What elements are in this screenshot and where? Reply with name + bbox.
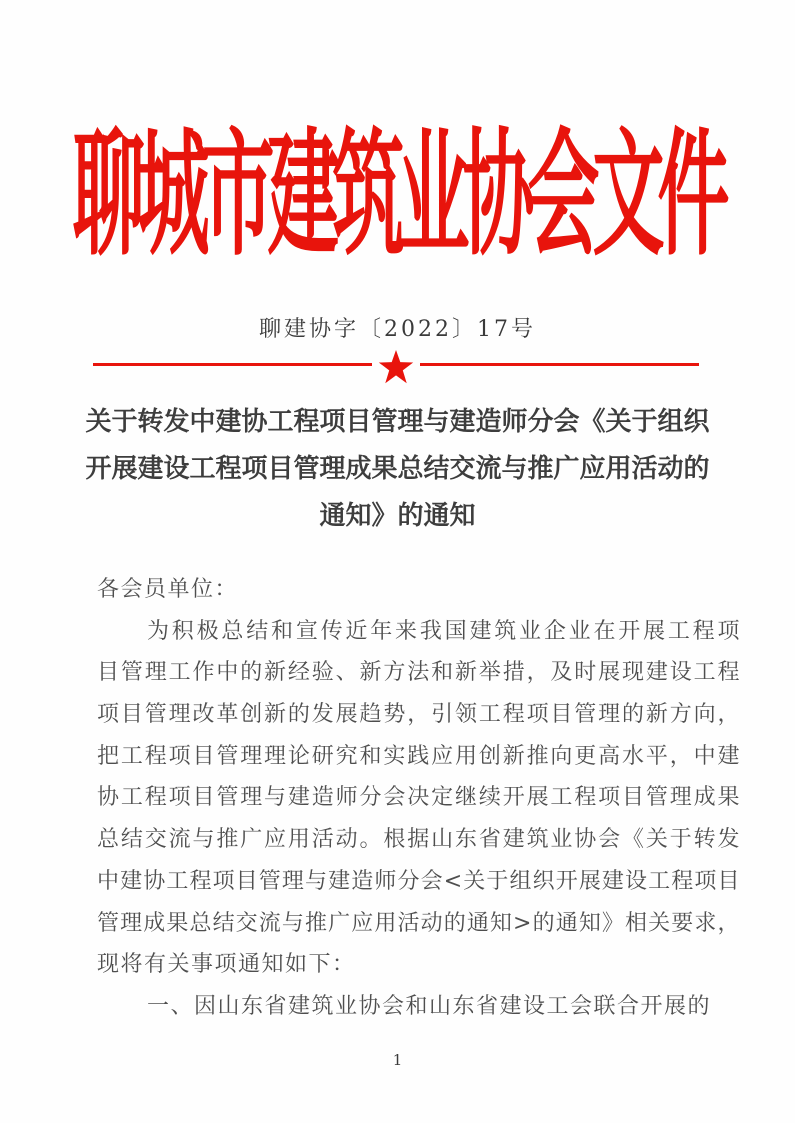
- notice-title-line: 开展建设工程项目管理成果总结交流与推广应用活动的: [85, 454, 710, 484]
- notice-title-line: 通知》的通知: [319, 501, 476, 531]
- divider-line-right: [420, 363, 699, 366]
- body-line: 项目管理改革创新的发展趋势，引领工程项目管理的新方向，: [97, 702, 740, 728]
- body-line: 为积极总结和宣传近年来我国建筑业企业在开展工程项: [147, 618, 740, 644]
- notice-title: [0, 399, 795, 540]
- red-star-icon: [377, 350, 415, 384]
- notice-title-line: 关于转发中建协工程项目管理与建造师分会《关于组织: [85, 407, 710, 437]
- body-line: 目管理工作中的新经验、新方法和新举措，及时展现建设工程: [97, 660, 740, 686]
- body-line: 中建协工程项目管理与建造师分会<关于组织开展建设工程项目: [97, 868, 740, 894]
- document-number: 聊建协字〔2022〕17号: [259, 317, 536, 342]
- body-line: 管理成果总结交流与推广应用活动的通知>的通知》相关要求，: [97, 910, 740, 936]
- masthead-title: 聊城市建筑业协会文件: [72, 112, 723, 275]
- body-line: 总结交流与推广应用活动。根据山东省建筑业协会《关于转发: [97, 827, 740, 853]
- page-number: 1: [392, 1051, 403, 1069]
- body-text: [97, 569, 740, 1028]
- salutation-line: 各会员单位：: [97, 577, 239, 602]
- red-divider-rule: [93, 350, 699, 384]
- body-line: 现将有关事项通知如下：: [97, 952, 356, 978]
- body-line: 一、因山东省建筑业协会和山东省建设工会联合开展的: [147, 993, 712, 1019]
- divider-line-left: [93, 363, 372, 366]
- body-line: 把工程项目管理理论研究和实践应用创新推向更高水平，中建: [97, 743, 740, 769]
- body-line: 协工程项目管理与建造师分会决定继续开展工程项目管理成果: [97, 785, 740, 811]
